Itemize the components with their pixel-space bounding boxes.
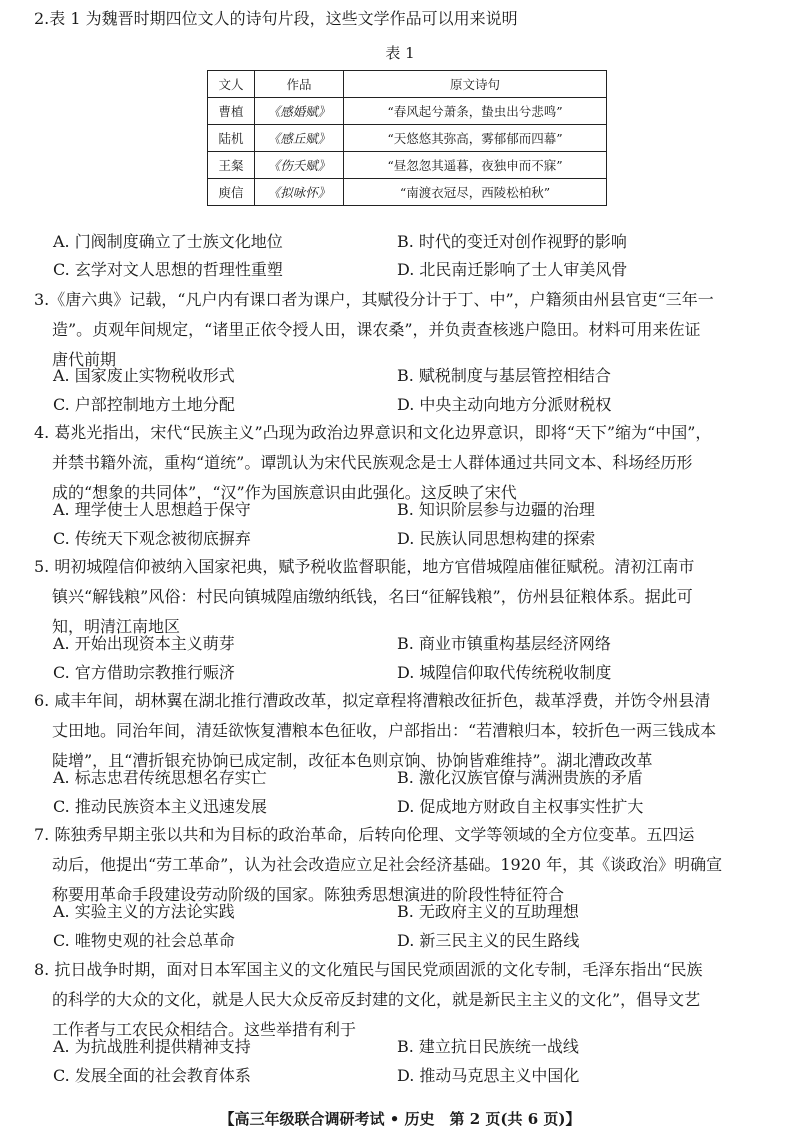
page-footer: 【高三年级联合调研考试 • 历史 第 2 页(共 6 页)】 bbox=[219, 1110, 581, 1128]
option-a[interactable]: A. 为抗战胜利提供精神支持 bbox=[53, 1037, 251, 1056]
cell-writer: 庾信 bbox=[208, 179, 255, 206]
stem-line: 2.表 1 为魏晋时期四位文人的诗句片段，这些文学作品可以用来说明 bbox=[34, 9, 518, 28]
stem-line: 镇兴“解钱粮”风俗：村民向镇城隍庙缴纳纸钱，名曰“征解钱粮”，仿州县征粮体系。据此可 bbox=[52, 587, 693, 606]
header-writer: 文人 bbox=[208, 71, 255, 98]
option-b[interactable]: B. 激化汉族官僚与满洲贵族的矛盾 bbox=[397, 768, 643, 787]
option-b[interactable]: B. 赋税制度与基层管控相结合 bbox=[397, 366, 611, 385]
option-b[interactable]: B. 时代的变迁对创作视野的影响 bbox=[397, 232, 627, 251]
question-8-stem bbox=[34, 955, 770, 1045]
stem-line: 动后，他提出“劳工革命”，认为社会改造应立足社会经济基础。1920 年，其《谈政治》明确宣 bbox=[52, 855, 723, 874]
table-title: 表 1 bbox=[385, 44, 415, 62]
cell-work: 《感丘赋》 bbox=[255, 125, 344, 152]
stem-line: 称要用革命手段建设劳动阶级的国家。陈独秀思想演进的阶段性特征符合 bbox=[52, 885, 565, 904]
option-c[interactable]: C. 发展全面的社会教育体系 bbox=[53, 1066, 251, 1085]
stem-line: 3.《唐六典》记载，“凡户内有课口者为课户，其赋役分计于丁、中”，户籍须由州县官吏“三年一 bbox=[34, 290, 714, 309]
option-c[interactable]: C. 玄学对文人思想的哲理性重塑 bbox=[53, 260, 283, 279]
cell-verse: “南渡衣冠尽，西陵松柏秋” bbox=[344, 179, 607, 206]
stem-line: 陡增”，且“漕折银充协饷已成定制，改征本色则京饷、协饷皆难维持”。湖北漕政改革 bbox=[52, 751, 653, 770]
stem-line: 5. 明初城隍信仰被纳入国家祀典，赋予税收监督职能，地方官借城隍庙催征赋税。清初江南市 bbox=[34, 557, 695, 576]
option-b[interactable]: B. 商业市镇重构基层经济网络 bbox=[397, 634, 611, 653]
poem-table bbox=[207, 70, 607, 206]
table-row bbox=[208, 152, 607, 179]
option-c[interactable]: C. 官方借助宗教推行赈济 bbox=[53, 663, 235, 682]
table-header-row bbox=[208, 71, 607, 98]
option-b[interactable]: B. 无政府主义的互助理想 bbox=[397, 902, 579, 921]
cell-writer: 曹植 bbox=[208, 98, 255, 125]
option-a[interactable]: A. 国家废止实物税收形式 bbox=[53, 366, 235, 385]
cell-writer: 陆机 bbox=[208, 125, 255, 152]
option-d[interactable]: D. 中央主动向地方分派财税权 bbox=[397, 395, 612, 414]
stem-line: 的科学的大众的文化，就是人民大众反帝反封建的文化，就是新民主主义的文化”，倡导文艺 bbox=[52, 990, 701, 1009]
option-d[interactable]: D. 民族认同思想构建的探索 bbox=[397, 529, 596, 548]
question-5-stem bbox=[34, 552, 770, 642]
cell-work: 《拟咏怀》 bbox=[255, 179, 344, 206]
option-a[interactable]: A. 开始出现资本主义萌芽 bbox=[53, 634, 235, 653]
stem-line: 8. 抗日战争时期，面对日本军国主义的文化殖民与国民党顽固派的文化专制，毛泽东指出“民族 bbox=[34, 960, 703, 979]
cell-writer: 王粲 bbox=[208, 152, 255, 179]
table-row bbox=[208, 179, 607, 206]
cell-work: 《感婚赋》 bbox=[255, 98, 344, 125]
header-verse: 原文诗句 bbox=[344, 71, 607, 98]
option-c[interactable]: C. 传统天下观念被彻底摒弃 bbox=[53, 529, 251, 548]
option-d[interactable]: D. 新三民主义的民生路线 bbox=[397, 931, 580, 950]
cell-verse: “昼忽忽其遥暮，夜独申而不寐” bbox=[344, 152, 607, 179]
stem-line: 成的“想象的共同体”，“汉”作为国族意识由此强化。这反映了宋代 bbox=[52, 483, 517, 502]
question-2-stem bbox=[34, 4, 770, 34]
table-row bbox=[208, 98, 607, 125]
option-a[interactable]: A. 实验主义的方法论实践 bbox=[53, 902, 235, 921]
option-b[interactable]: B. 建立抗日民族统一战线 bbox=[397, 1037, 579, 1056]
cell-verse: “天悠悠其弥高，雾郁郁而四幕” bbox=[344, 125, 607, 152]
question-7-stem bbox=[34, 820, 770, 910]
option-d[interactable]: D. 北民南迁影响了士人审美风骨 bbox=[397, 260, 628, 279]
option-c[interactable]: C. 推动民族资本主义迅速发展 bbox=[53, 797, 267, 816]
cell-work: 《伤夭赋》 bbox=[255, 152, 344, 179]
question-4-stem bbox=[34, 418, 770, 508]
option-d[interactable]: D. 推动马克思主义中国化 bbox=[397, 1066, 580, 1085]
option-a[interactable]: A. 理学使士人思想趋于保守 bbox=[53, 500, 251, 519]
option-a[interactable]: A. 标志忠君传统思想名存实亡 bbox=[53, 768, 267, 787]
stem-line: 并禁书籍外流，重构“道统”。谭凯认为宋代民族观念是士人群体通过共同文本、科场经历形 bbox=[52, 453, 693, 472]
header-work: 作品 bbox=[255, 71, 344, 98]
stem-line: 造”。贞观年间规定，“诸里正依令授人田，课农桑”，并负责查核逃户隐田。材料可用来佐证 bbox=[52, 320, 701, 339]
option-d[interactable]: D. 促成地方财政自主权事实性扩大 bbox=[397, 797, 644, 816]
option-d[interactable]: D. 城隍信仰取代传统税收制度 bbox=[397, 663, 612, 682]
option-c[interactable]: C. 户部控制地方土地分配 bbox=[53, 395, 235, 414]
option-c[interactable]: C. 唯物史观的社会总革命 bbox=[53, 931, 235, 950]
stem-line: 知，明清江南地区 bbox=[52, 617, 181, 636]
stem-line: 7. 陈独秀早期主张以共和为目标的政治革命，后转向伦理、文学等领域的全方位变革。五四运 bbox=[34, 825, 695, 844]
stem-line: 6. 咸丰年间，胡林翼在湖北推行漕政改革，拟定章程将漕粮改征折色，裁革浮费，并饬令州县清 bbox=[34, 691, 711, 710]
stem-line: 4. 葛兆光指出，宋代“民族主义”凸现为政治边界意识和文化边界意识，即将“天下”缩为“中国”， bbox=[34, 423, 712, 442]
question-6-stem bbox=[34, 686, 770, 776]
table-row bbox=[208, 125, 607, 152]
stem-line: 唐代前期 bbox=[52, 350, 117, 369]
option-b[interactable]: B. 知识阶层参与边疆的治理 bbox=[397, 500, 595, 519]
option-a[interactable]: A. 门阀制度确立了士族文化地位 bbox=[53, 232, 283, 251]
stem-line: 丈田地。同治年间，清廷欲恢复漕粮本色征收，户部指出：“若漕粮归本，较折色一两三钱成本 bbox=[52, 721, 717, 740]
stem-line: 工作者与工农民众相结合。这些举措有利于 bbox=[52, 1020, 357, 1039]
cell-verse: “春风起兮萧条，蛰虫出兮悲鸣” bbox=[344, 98, 607, 125]
